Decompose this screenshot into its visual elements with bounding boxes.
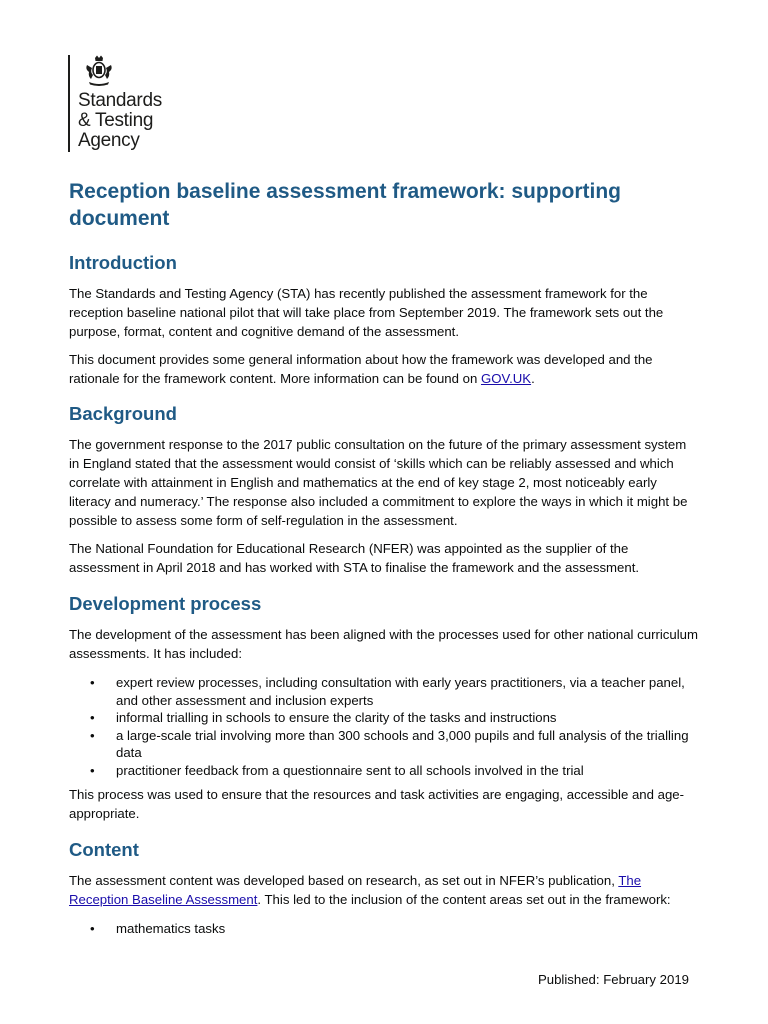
intro-paragraph-2 bbox=[69, 350, 699, 388]
logo-line-2: & Testing bbox=[78, 110, 154, 131]
intro-paragraph-2-text: This document provides some general information about how the framework was developed and the rationale for the framework content. More information can be found on bbox=[69, 352, 653, 386]
development-bullet-list bbox=[69, 674, 699, 779]
published-date: Published: February 2019 bbox=[537, 972, 689, 987]
heading-content: Content bbox=[69, 839, 139, 860]
logo-line-1: Standards bbox=[78, 90, 162, 111]
content-paragraph-1 bbox=[69, 871, 699, 909]
list-item bbox=[69, 709, 699, 727]
development-paragraph-2: This process was used to ensure that the resources and task activities are engaging, accessible and age-appropriate. bbox=[69, 787, 685, 821]
list-item-text: a large-scale trial involving more than 300 schools and 3,000 pupils and full analysis of the trialling data bbox=[116, 727, 689, 760]
bullet-icon: • bbox=[90, 675, 95, 690]
heading-introduction: Introduction bbox=[69, 252, 177, 273]
govuk-link[interactable]: GOV.UK bbox=[480, 371, 532, 386]
development-paragraph-1: The development of the assessment has been aligned with the processes used for other national curriculum assessments. It has included: bbox=[69, 627, 698, 661]
logo-wordmark bbox=[78, 91, 162, 151]
list-item bbox=[69, 762, 699, 780]
bullet-icon: • bbox=[90, 921, 95, 936]
heading-background: Background bbox=[69, 403, 177, 424]
royal-crest-icon bbox=[84, 55, 114, 87]
bullet-icon: • bbox=[90, 727, 95, 743]
nfer-publication-link[interactable]: The Reception Baseline Assessment bbox=[69, 873, 642, 907]
content-paragraph-1-text: The assessment content was developed based on research, as set out in NFER’s publication, bbox=[69, 873, 619, 888]
list-item-text: practitioner feedback from a questionnaire sent to all schools involved in the trial bbox=[116, 762, 584, 778]
list-item-text: mathematics tasks bbox=[116, 921, 226, 936]
document-body bbox=[69, 178, 699, 938]
bullet-icon: • bbox=[90, 710, 95, 725]
list-item bbox=[69, 674, 699, 709]
document-title: Reception baseline assessment framework: supporting document bbox=[69, 180, 621, 230]
list-item-text: informal trialling in schools to ensure the clarity of the tasks and instructions bbox=[116, 710, 557, 725]
list-item bbox=[69, 727, 699, 762]
logo-divider bbox=[68, 55, 70, 152]
content-bullet-list bbox=[69, 920, 699, 938]
list-item-text: expert review processes, including consultation with early years practitioners, via a teacher panel, and other assessment and inclusion experts bbox=[116, 675, 685, 708]
intro-paragraph-1: The Standards and Testing Agency (STA) has recently published the assessment framework for the reception baseline national pilot that will take place from September 2019. The framework sets out the purpose, format, content and cognitive demand of the assessment. bbox=[69, 286, 664, 339]
content-paragraph-1-end: . This led to the inclusion of the content areas set out in the framework: bbox=[257, 892, 671, 907]
bullet-icon: • bbox=[90, 762, 95, 778]
background-paragraph-2: The National Foundation for Educational Research (NFER) was appointed as the supplier of the assessment in April 2018 and has worked with STA to finalise the framework and the assessment. bbox=[69, 541, 640, 575]
logo-line-3: Agency bbox=[78, 130, 140, 151]
heading-development-process: Development process bbox=[69, 593, 262, 614]
sta-logo bbox=[68, 55, 162, 153]
list-item bbox=[69, 920, 699, 938]
background-paragraph-1: The government response to the 2017 public consultation on the future of the primary assessment system in England stated that the assessment would consist of ‘skills which can be reliably assessed and which correlate with attainment in English and mathematics at the end of key stage 2, most noticeably early literacy and numeracy.’ The response also included a commitment to explore the ways in which it might be possible to assess some form of self-regulation in the assessment. bbox=[69, 437, 688, 528]
intro-paragraph-2-end: . bbox=[531, 371, 535, 386]
